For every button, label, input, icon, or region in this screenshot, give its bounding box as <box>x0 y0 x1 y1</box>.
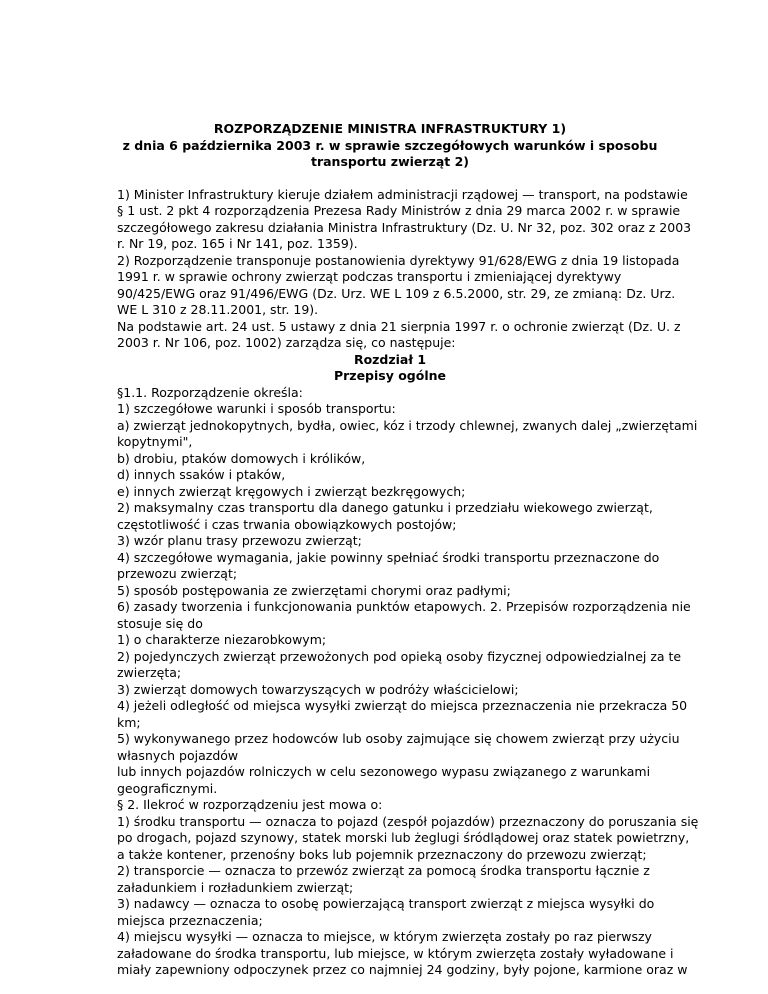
footnotes <box>117 186 692 352</box>
text-line: 2) Rozporządzenie transponuje postanowienia dyrektywy 91/628/EWG z dnia 19 listopada <box>117 252 680 268</box>
text-line: §1.1. Rozporządzenie określa: <box>117 384 303 400</box>
text-line: zwierzęta; <box>117 665 182 680</box>
text-line: miały zapewniony odpoczynek przez co najmniej 24 godziny, były pojone, karmione oraz w <box>117 962 688 977</box>
text-line: szczegółowego zakresu działania Ministra Infrastruktury (Dz. U. Nr 32, poz. 302 oraz z 2003 <box>117 219 692 235</box>
text-line: 1) szczegółowe warunki i sposób transportu: <box>117 401 396 416</box>
text-line: 4) szczegółowe wymagania, jakie powinny spełniać środki transportu przeznaczone do <box>117 549 660 565</box>
text-line: własnych pojazdów <box>117 747 239 763</box>
text-line: 2) maksymalny czas transportu dla danego gatunku i przedziału wiekowego zwierząt, <box>117 500 653 515</box>
text-line: 3) wzór planu trasy przewozu zwierząt; <box>117 533 362 548</box>
text-line: e) innych zwierząt kręgowych i zwierząt bezkręgowych; <box>117 483 466 499</box>
title-line: z dnia 6 października 2003 r. w sprawie szczegółowych warunków i sposobu <box>122 137 658 153</box>
text-line: geograficznymi. <box>117 780 218 796</box>
text-line: km; <box>117 714 141 730</box>
text-line: a także kontener, przenośny boks lub pojemnik przeznaczony do przewozu zwierząt; <box>117 846 647 862</box>
text-line: b) drobiu, ptaków domowych i królików, <box>117 450 366 466</box>
text-line: załadowane do środka transportu, lub miejsce, w którym zwierzęta zostały wyładowane i <box>117 945 674 961</box>
text-line: 1) środku transportu — oznacza to pojazd (zespół pojazdów) przeznaczony do poruszania się <box>117 813 699 829</box>
text-line: załadunkiem i rozładunkiem zwierząt; <box>117 879 354 895</box>
text-line: 1) Minister Infrastruktury kieruje działem administracji rządowej — transport, na podstawie <box>117 186 688 202</box>
text-line: 3) nadawcy — oznacza to osobę powierzającą transport zwierząt z miejsca wysyłki do <box>117 896 655 911</box>
text-line: 1) o charakterze niezarobkowym; <box>117 632 327 647</box>
text-line: stosuje się do <box>117 615 203 631</box>
text-line: 4) jeżeli odległość od miejsca wysyłki zwierząt do miejsca przeznaczenia nie przekracza 50 <box>117 698 688 713</box>
text-line: § 1 ust. 2 pkt 4 rozporządzenia Prezesa Rady Ministrów z dnia 29 marca 2002 r. w sprawie <box>117 203 681 218</box>
text-line: 90/425/EWG oraz 91/496/EWG (Dz. Urz. WE L 109 z 6.5.2000, str. 29, ze zmianą: Dz. Urz. <box>117 285 676 301</box>
text-line: d) innych ssaków i ptaków, <box>117 467 286 482</box>
text-line: 5) wykonywanego przez hodowców lub osoby zajmujące się chowem zwierząt przy użyciu <box>117 731 680 746</box>
text-line: 1991 r. w sprawie ochrony zwierząt podczas transportu i zmieniającej dyrektywy <box>117 269 622 284</box>
text-line: 4) miejscu wysyłki — oznacza to miejsce, w którym zwierzęta zostały po raz pierwszy <box>117 929 652 944</box>
chapter-title: Przepisy ogólne <box>333 368 447 383</box>
text-line: po drogach, pojazd szynowy, statek morski lub żeglugi śródlądowej oraz statek powietrzny, <box>117 830 690 845</box>
text-line: miejsca przeznaczenia; <box>117 912 263 928</box>
title-line: transportu zwierząt 2) <box>310 154 470 169</box>
text-line: WE L 310 z 28.11.2001, str. 19). <box>117 302 319 317</box>
text-line: 3) zwierząt domowych towarzyszących w podróży właścicielowi; <box>117 681 519 697</box>
text-line: kopytnymi", <box>117 434 193 449</box>
document-body <box>117 384 699 979</box>
chapter-heading: Rozdział 1 <box>353 351 427 367</box>
text-line: 2) transporcie — oznacza to przewóz zwierząt za pomocą środka transportu łącznie z <box>117 863 650 878</box>
text-line: lub innych pojazdów rolniczych w celu sezonowego wypasu związanego z warunkami <box>117 764 651 779</box>
document-page <box>117 121 699 979</box>
text-line: 6) zasady tworzenia i funkcjonowania punktów etapowych. 2. Przepisów rozporządzenia nie <box>117 599 691 614</box>
title-line: ROZPORZĄDZENIE MINISTRA INFRASTRUKTURY 1) <box>213 121 567 136</box>
text-line: 5) sposób postępowania ze zwierzętami chorymi oraz padłymi; <box>117 582 511 598</box>
text-line: Na podstawie art. 24 ust. 5 ustawy z dnia 21 sierpnia 1997 r. o ochronie zwierząt (Dz. U. z <box>117 318 681 334</box>
text-line: r. Nr 19, poz. 165 i Nr 141, poz. 1359). <box>117 236 358 251</box>
text-line: przewozu zwierząt; <box>117 566 238 581</box>
text-line: 2) pojedynczych zwierząt przewożonych pod opieką osoby fizycznej odpowiedzialnej za te <box>117 648 682 664</box>
text-line: a) zwierząt jednokopytnych, bydła, owiec, kóz i trzody chlewnej, zwanych dalej „zwierzętami <box>117 417 698 433</box>
text-line: § 2. Ilekroć w rozporządzeniu jest mowa o: <box>117 797 383 812</box>
document-title <box>117 121 663 171</box>
text-line: częstotliwość i czas trwania obowiązkowych postojów; <box>117 516 457 532</box>
text-line: 2003 r. Nr 106, poz. 1002) zarządza się, co następuje: <box>117 335 456 350</box>
